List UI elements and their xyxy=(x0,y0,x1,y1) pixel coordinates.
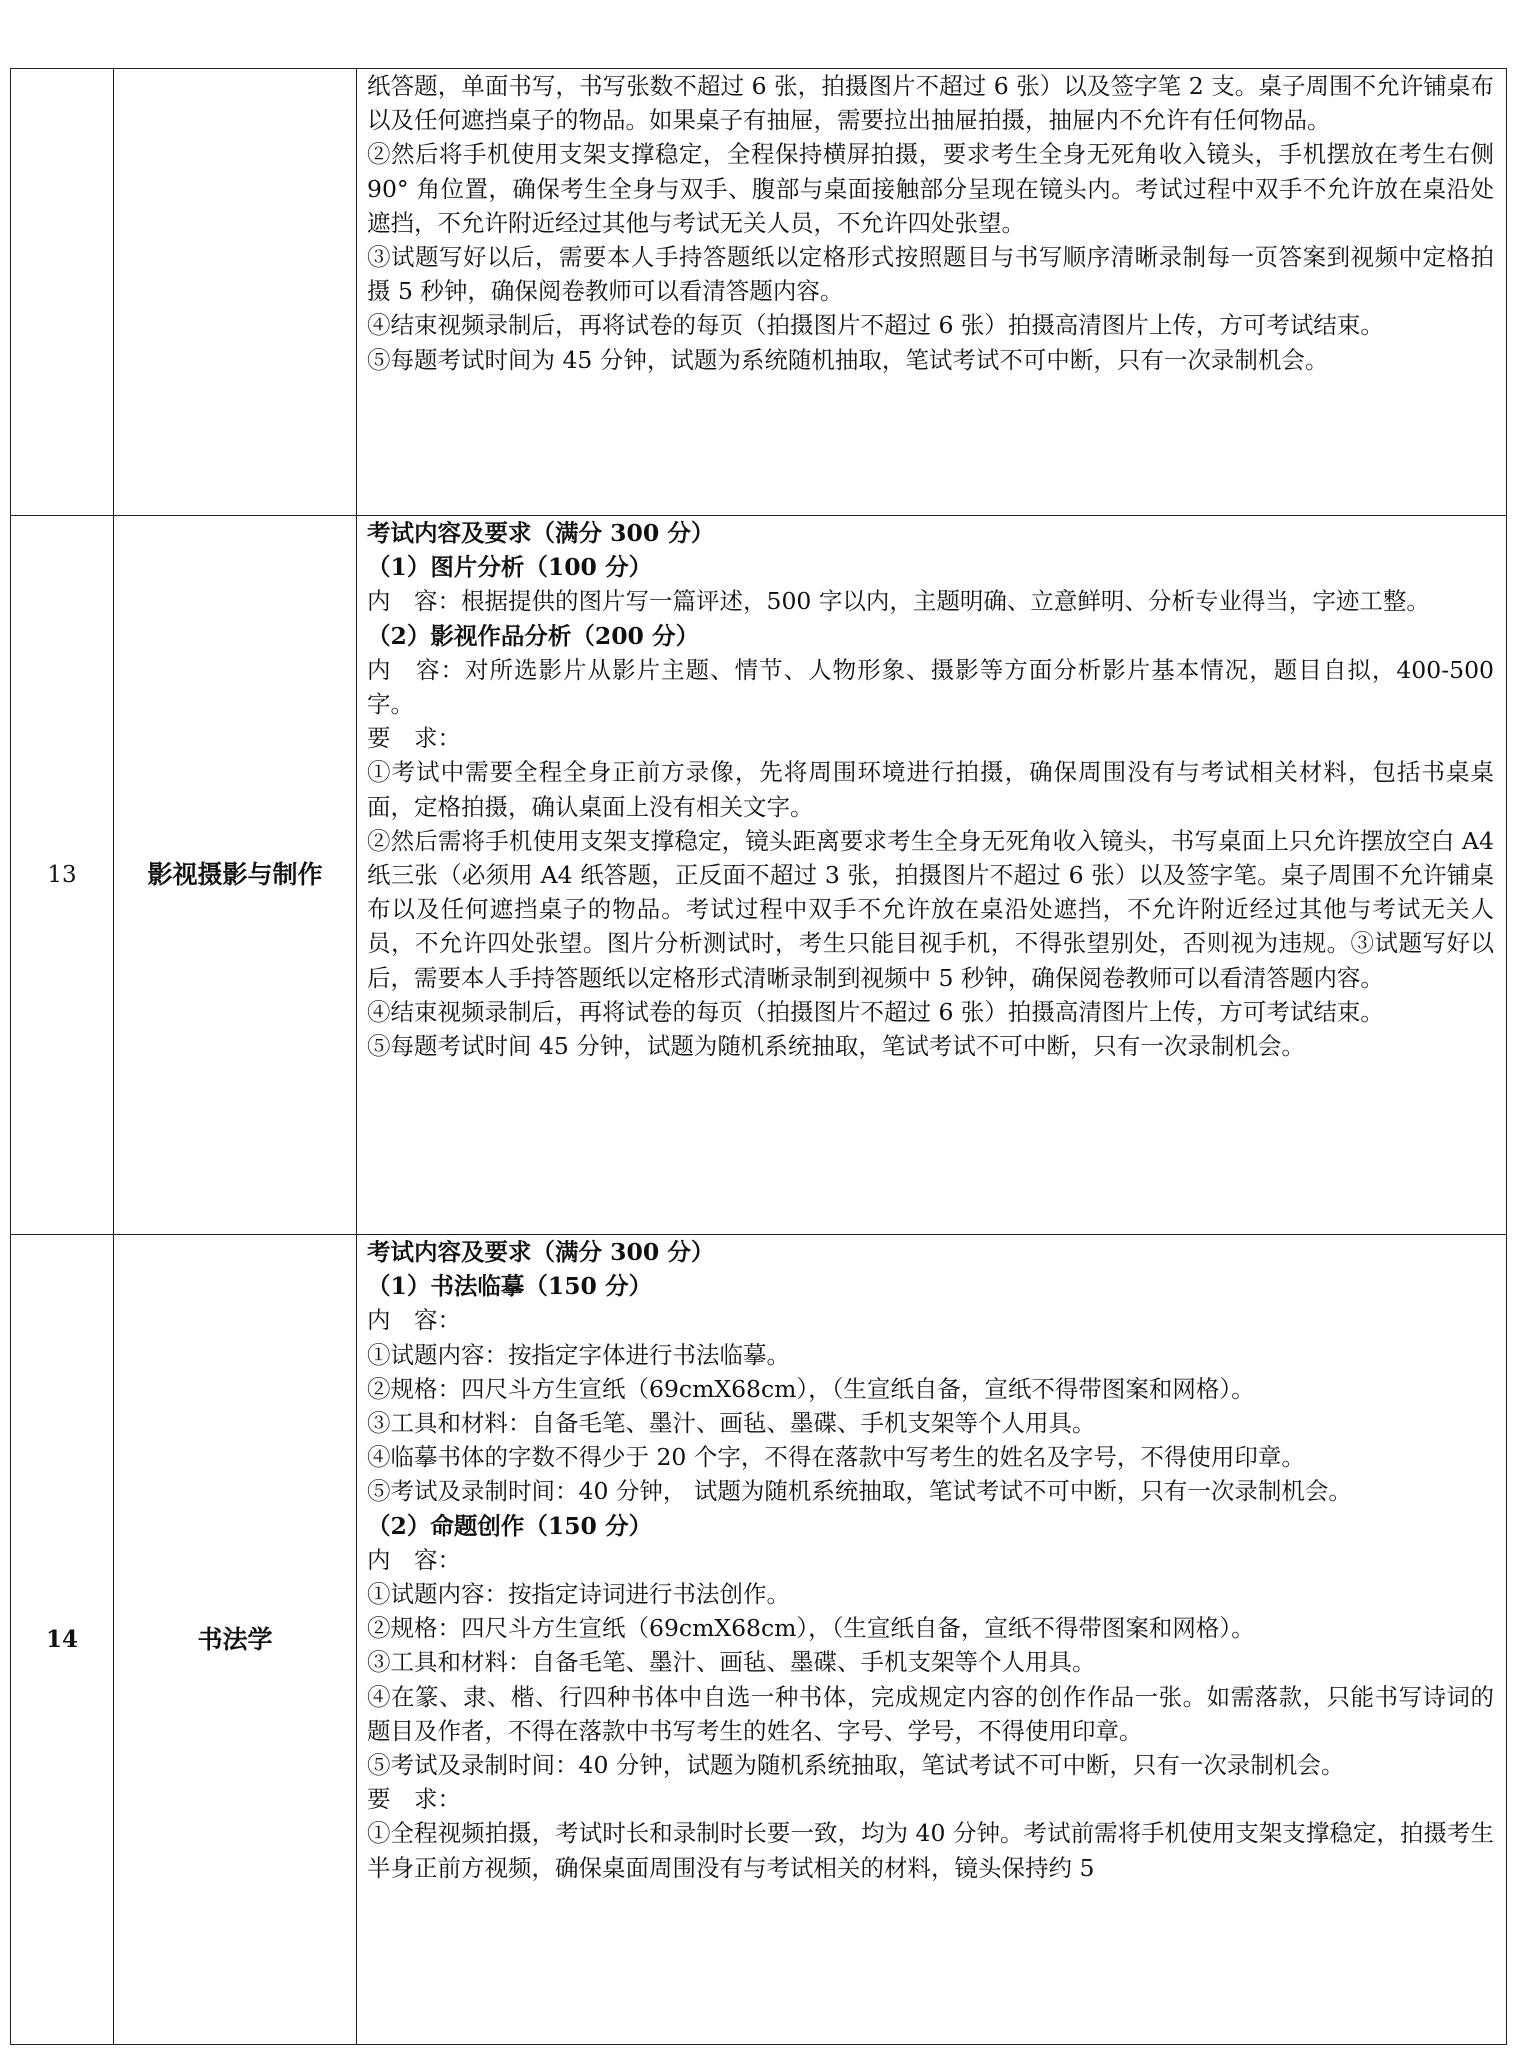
row-number-cell: 14 xyxy=(11,1235,114,2045)
paragraph: ③工具和材料：自备毛笔、墨汁、画毡、墨碟、手机支架等个人用具。 xyxy=(367,1409,1096,1438)
paragraph: 内 容：根据提供的图片写一篇评述，500 字以内，主题明确、立意鲜明、分析专业得当，字迹工整。 xyxy=(367,587,1430,616)
paragraph: ①全程视频拍摄，考试时长和录制时长要一致，均为 40 分钟。考试前需将手机使用支架支撑稳定，拍摄考生半身正前方视频，确保桌面周围没有与考试相关的材料，镜头保持约 5 xyxy=(367,1819,1494,1882)
table-row xyxy=(11,69,1507,516)
paragraph: ⑤考试及录制时间：40 分钟，试题为随机系统抽取，笔试考试不可中断，只有一次录制机会。 xyxy=(367,1751,1345,1780)
paragraph: ⑤考试及录制时间：40 分钟， 试题为随机系统抽取，笔试考试不可中断，只有一次录制机会。 xyxy=(367,1477,1352,1506)
requirements-cell xyxy=(357,69,1507,516)
paragraph: ①考试中需要全程全身正前方录像，先将周围环境进行拍摄，确保周围没有与考试相关材料，包括书桌桌面，定格拍摄，确认桌面上没有相关文字。 xyxy=(367,758,1494,821)
subsection-heading: （2）命题创作（150 分） xyxy=(367,1511,653,1540)
paragraph: 要 求： xyxy=(367,724,461,753)
paragraph: ⑤每题考试时间 45 分钟，试题为随机系统抽取，笔试考试不可中断，只有一次录制机会。 xyxy=(367,1032,1305,1061)
paragraph: ①试题内容：按指定字体进行书法临摹。 xyxy=(367,1340,790,1369)
subsection-heading: （1）图片分析（100 分） xyxy=(367,553,653,582)
subsection-heading: （1）书法临摹（150 分） xyxy=(367,1272,653,1301)
paragraph: ④临摹书体的字数不得少于 20 个字，不得在落款中写考生的姓名及字号，不得使用印章。 xyxy=(367,1443,1305,1472)
table-row xyxy=(11,516,1507,1235)
subsection-heading: （2）影视作品分析（200 分） xyxy=(367,621,700,650)
paragraph: ④结束视频录制后，再将试卷的每页（拍摄图片不超过 6 张）拍摄高清图片上传，方可考试结束。 xyxy=(367,311,1384,340)
paragraph: 要 求： xyxy=(367,1785,461,1814)
paragraph: 内 容： xyxy=(367,1306,461,1335)
exam-requirements-table xyxy=(10,68,1507,2045)
row-number-cell: 13 xyxy=(11,516,114,1235)
paragraph: 内 容： xyxy=(367,1545,461,1574)
requirements-cell xyxy=(357,516,1507,1235)
paragraph: ②规格：四尺斗方生宣纸（69cmX68cm），（生宣纸自备，宣纸不得带图案和网格）。 xyxy=(367,1374,1255,1403)
subject-cell: 书法学 xyxy=(114,1235,357,2045)
paragraph: ④结束视频录制后，再将试卷的每页（拍摄图片不超过 6 张）拍摄高清图片上传，方可考试结束。 xyxy=(367,997,1384,1026)
section-heading: 考试内容及要求（满分 300 分） xyxy=(367,519,715,547)
paragraph: 内 容：对所选影片从影片主题、情节、人物形象、摄影等方面分析影片基本情况，题目自拟，400-500 字。 xyxy=(367,655,1494,719)
requirements-cell xyxy=(357,1235,1507,2045)
paragraph: ②然后将手机使用支架支撑稳定，全程保持横屏拍摄，要求考生全身无死角收入镜头，手机摆放在考生右侧 90° 角位置，确保考生全身与双手、腹部与桌面接触部分呈现在镜头内。考试过程中双手不允许放在桌沿处遮挡，不允许附近经过其他与考试无关人员，不允许四处张望。 xyxy=(367,140,1494,237)
paragraph: ⑤每题考试时间为 45 分钟，试题为系统随机抽取，笔试考试不可中断，只有一次录制机会。 xyxy=(367,345,1329,374)
row-number-cell xyxy=(11,69,114,516)
paragraph: ③工具和材料：自备毛笔、墨汁、画毡、墨碟、手机支架等个人用具。 xyxy=(367,1648,1096,1677)
paragraph: ②规格：四尺斗方生宣纸（69cmX68cm），（生宣纸自备，宣纸不得带图案和网格）。 xyxy=(367,1614,1255,1643)
subject-cell xyxy=(114,69,357,516)
table-row xyxy=(11,1235,1507,2045)
subject-cell: 影视摄影与制作 xyxy=(114,516,357,1235)
paragraph: 纸答题，单面书写，书写张数不超过 6 张，拍摄图片不超过 6 张）以及签字笔 2 支。桌子周围不允许铺桌布以及任何遮挡桌子的物品。如果桌子有抽屉，需要拉出抽屉拍摄，抽屉内不允许有任何物品。 xyxy=(367,72,1494,135)
paragraph: ②然后需将手机使用支架支撑稳定，镜头距离要求考生全身无死角收入镜头，书写桌面上只允许摆放空白 A4 纸三张（必须用 A4 纸答题，正反面不超过 3 张，拍摄图片不超过 6 张）以及签字笔。桌子周围不允许铺桌布以及任何遮挡桌子的物品。考试过程中双手不允许放在桌沿处遮挡，不允许附近经过其他与考试无关人员，不允许四处张望。图片分析测试时，考生只能目视手机，不得张望别处，否则视为违规。③试题写好以后，需要本人手持答题纸以定格形式清晰录制到视频中 5 秒钟，确保阅卷教师可以看清答题内容。 xyxy=(367,826,1494,992)
section-heading: 考试内容及要求（满分 300 分） xyxy=(367,1238,715,1266)
paragraph: ④在篆、隶、楷、行四种书体中自选一种书体，完成规定内容的创作作品一张。如需落款，只能书写诗词的题目及作者，不得在落款中书写考生的姓名、字号、学号，不得使用印章。 xyxy=(367,1682,1494,1745)
paragraph: ③试题写好以后，需要本人手持答题纸以定格形式按照题目与书写顺序清晰录制每一页答案到视频中定格拍摄 5 秒钟，确保阅卷教师可以看清答题内容。 xyxy=(367,243,1494,306)
paragraph: ①试题内容：按指定诗词进行书法创作。 xyxy=(367,1580,790,1609)
